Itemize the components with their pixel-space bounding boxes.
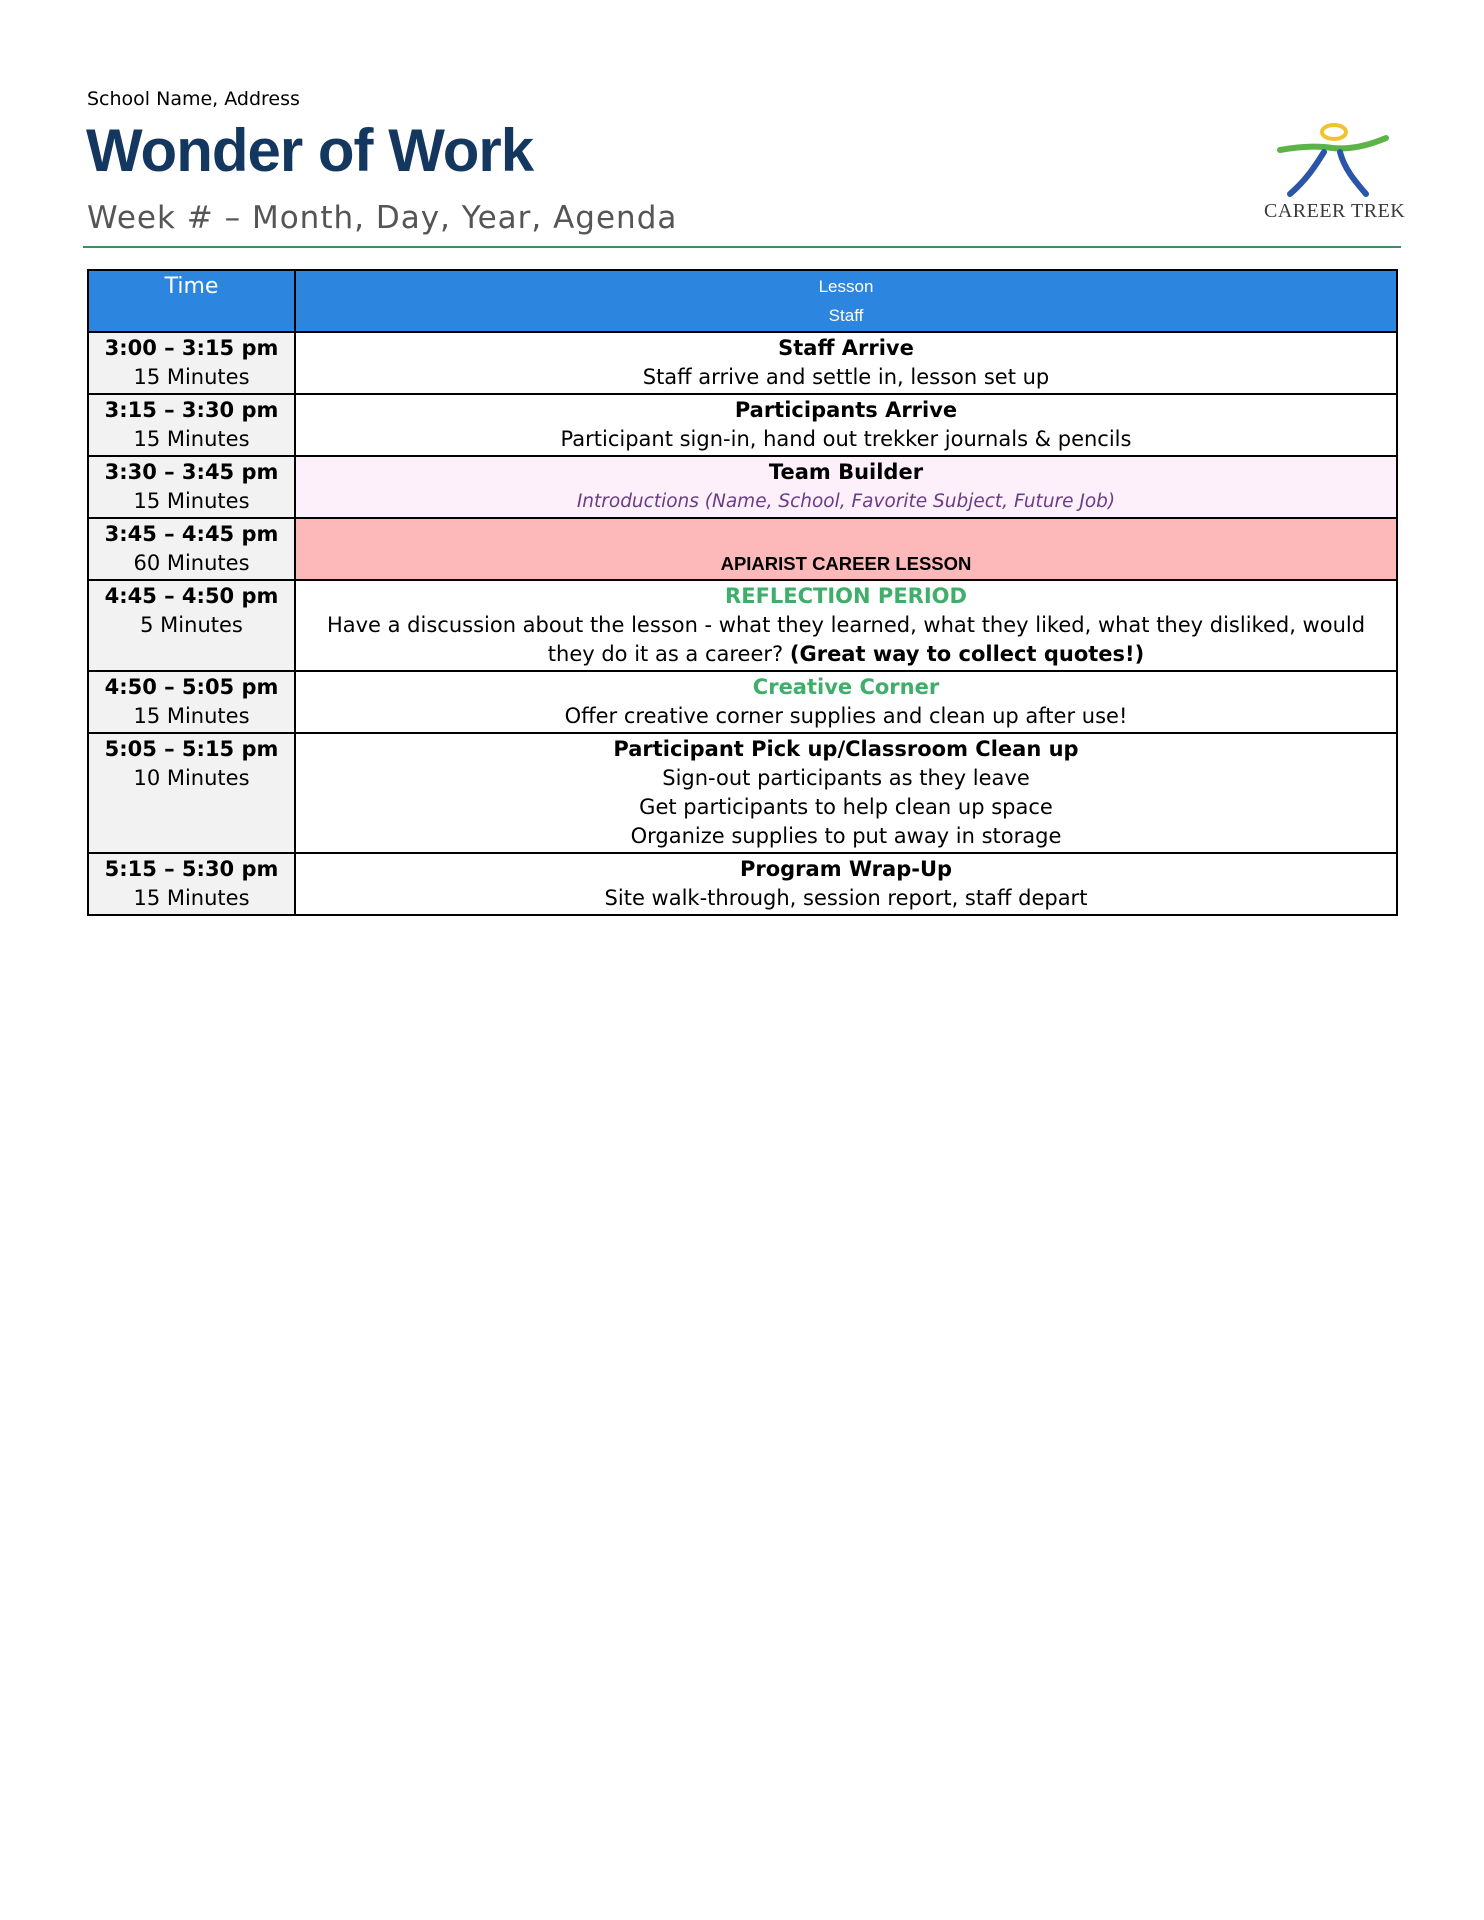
activity-title: Participant Pick up/Classroom Clean up xyxy=(613,737,1079,761)
activity-cell xyxy=(295,580,1397,671)
activity-description: Site walk-through, session report, staff depart xyxy=(604,886,1088,910)
header-lesson-label: Lesson xyxy=(818,277,874,296)
duration: 15 Minutes xyxy=(133,489,250,513)
activity-cell xyxy=(295,518,1397,580)
header-divider xyxy=(83,246,1401,248)
activity-cell xyxy=(295,332,1397,394)
duration: 15 Minutes xyxy=(133,365,250,389)
header-staff-label: Staff xyxy=(828,306,864,325)
activity-cell xyxy=(295,456,1397,518)
activity-description: Staff arrive and settle in, lesson set up xyxy=(642,365,1050,389)
reflection-note: (Great way to collect quotes!) xyxy=(789,642,1145,666)
duration: 10 Minutes xyxy=(133,766,250,790)
activity-title: Program Wrap-Up xyxy=(739,857,953,881)
time-range: 5:15 – 5:30 pm xyxy=(104,857,279,881)
activity-title: Creative Corner xyxy=(752,675,940,699)
time-cell xyxy=(88,733,295,853)
duration: 5 Minutes xyxy=(140,613,243,637)
activity-description: Participant sign-in, hand out trekker journals & pencils xyxy=(560,427,1132,451)
time-range: 4:50 – 5:05 pm xyxy=(104,675,279,699)
activity-description: Offer creative corner supplies and clean up after use! xyxy=(564,704,1128,728)
table-row xyxy=(88,580,1397,671)
activity-description xyxy=(302,611,1390,669)
activity-title: Staff Arrive xyxy=(778,336,914,360)
table-row xyxy=(88,456,1397,518)
table-row xyxy=(88,518,1397,580)
activity-description: Introductions (Name, School, Favorite Subject, Future Job) xyxy=(576,491,1116,512)
time-range: 3:45 – 4:45 pm xyxy=(104,522,279,546)
duration: 15 Minutes xyxy=(133,427,250,451)
activity-description: Organize supplies to put away in storage xyxy=(630,824,1062,848)
activity-title: Participants Arrive xyxy=(734,398,958,422)
time-range: 4:45 – 4:50 pm xyxy=(104,584,279,608)
time-cell xyxy=(88,853,295,915)
time-cell xyxy=(88,332,295,394)
page-subtitle: Week # – Month, Day, Year, Agenda xyxy=(87,200,678,236)
table-row xyxy=(88,853,1397,915)
table-row xyxy=(88,394,1397,456)
activity-description: Sign-out participants as they leave xyxy=(662,766,1030,790)
school-name-address: School Name, Address xyxy=(87,88,300,110)
career-lesson-label: APIARIST CAREER LESSON xyxy=(720,553,972,574)
time-cell xyxy=(88,580,295,671)
time-range: 3:15 – 3:30 pm xyxy=(104,398,279,422)
table-header-row xyxy=(88,270,1397,332)
activity-title: Team Builder xyxy=(768,460,924,484)
reflection-text: Have a discussion about the lesson - what they learned, what they liked, what they disliked, would they do it as a career? xyxy=(326,613,1366,666)
agenda-table xyxy=(87,269,1398,916)
time-cell xyxy=(88,518,295,580)
duration: 60 Minutes xyxy=(133,551,250,575)
duration: 15 Minutes xyxy=(133,704,250,728)
duration: 15 Minutes xyxy=(133,886,250,910)
time-range: 3:00 – 3:15 pm xyxy=(104,336,279,360)
column-header-time: Time xyxy=(88,270,295,332)
activity-cell xyxy=(295,394,1397,456)
time-range: 3:30 – 3:45 pm xyxy=(104,460,279,484)
column-header-lesson xyxy=(295,270,1397,332)
table-row xyxy=(88,671,1397,733)
activity-cell xyxy=(295,671,1397,733)
time-cell xyxy=(88,456,295,518)
time-cell xyxy=(88,394,295,456)
activity-description: Get participants to help clean up space xyxy=(639,795,1053,819)
time-cell xyxy=(88,671,295,733)
table-row xyxy=(88,332,1397,394)
activity-title: REFLECTION PERIOD xyxy=(725,584,967,608)
logo-text: CAREER TREK xyxy=(1264,200,1406,222)
activity-cell xyxy=(295,853,1397,915)
activity-cell xyxy=(295,733,1397,853)
time-range: 5:05 – 5:15 pm xyxy=(104,737,279,761)
table-row xyxy=(88,733,1397,853)
page-title: Wonder of Work xyxy=(86,117,534,184)
